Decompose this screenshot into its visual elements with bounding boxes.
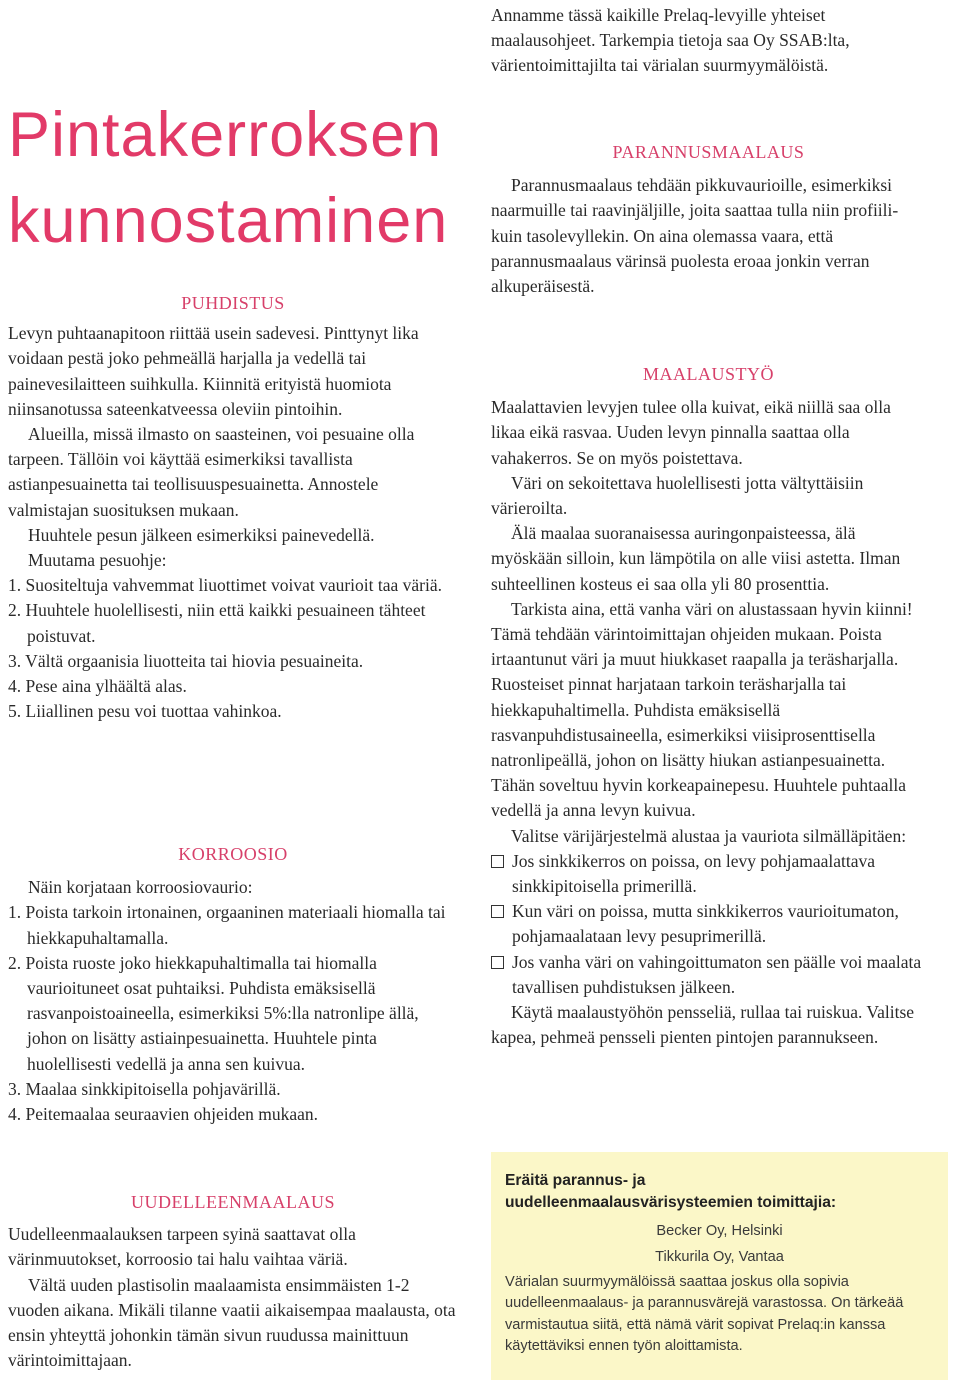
list-item: 1. Suositeltuja vahvemmat liuottimet voivat vaurioit taa väriä. bbox=[8, 575, 442, 596]
supplier-info-box bbox=[491, 1152, 948, 1380]
section-korroosio bbox=[8, 842, 458, 1127]
checkbox-icon bbox=[491, 855, 504, 868]
list-item: 2. Poista ruoste joko hiekkapuhaltimalla tai hiomalla vaurioituneet osat puhtaiksi. Puhdista emäksisellä rasvanpoistoaineella, esimerkiksi 5%:lla natronlipe ällä, johon on lisätty astiainpesuainetta. Huuhtele pinta huolellisesti vedellä ja anna sen kuivua. bbox=[8, 952, 419, 1074]
puhdistus-p4: Muutama pesuohje: bbox=[28, 550, 167, 571]
korroosio-intro: Näin korjataan korroosiovaurio: bbox=[28, 877, 253, 898]
heading-puhdistus: PUHDISTUS bbox=[181, 293, 285, 313]
section-puhdistus bbox=[8, 291, 458, 724]
uudelleen-p1: Uudelleenmaalauksen tarpeen syinä saattavat olla värinmuutokset, korroosio tai halu vaihtaa väriä. bbox=[8, 1224, 356, 1270]
parannus-p1: Parannusmaalaus tehdään pikkuvaurioille, esimerkiksi naarmuille tai raavinjäljille, joita saattaa tulla niin profiili- kuin tasolevyllekin. On aina olemassa vaara, että parannusmaalaus värinsä puolesta eroaa jonkin verran alkuperäisestä. bbox=[491, 175, 899, 297]
checklist-text: Jos vanha väri on vahingoittumaton sen päälle voi maalata tavallisen puhdistuksen jälkeen. bbox=[512, 951, 922, 997]
checkbox-icon bbox=[491, 905, 504, 918]
puhdistus-list bbox=[8, 573, 458, 724]
heading-parannusmaalaus: PARANNUSMAALAUS bbox=[612, 142, 805, 162]
box-heading-1: Eräitä parannus- ja bbox=[505, 1172, 646, 1189]
puhdistus-p3: Huuhtele pesun jälkeen esimerkiksi painevedellä. bbox=[28, 524, 375, 545]
list-item: 5. Liiallinen pesu voi tuottaa vahinkoa. bbox=[8, 701, 282, 722]
maalaustyo-p3: Älä maalaa suoranaisessa auringonpaisteessa, älä myöskään silloin, kun lämpötila on alle viisi astetta. Ilman suhteellinen kosteus ei saa olla yli 80 prosenttia. bbox=[491, 523, 901, 594]
supplier-name: Becker Oy, Helsinki bbox=[656, 1223, 783, 1239]
list-item: 3. Vältä orgaanisia liuotteita tai hiovia pesuaineita. bbox=[8, 650, 364, 671]
list-item: 4. Pese aina ylhäältä alas. bbox=[8, 676, 187, 697]
checklist-item bbox=[491, 899, 926, 949]
puhdistus-p2: Alueilla, missä ilmasto on saasteinen, voi pesuaine olla tarpeen. Tällöin voi käyttää esimerkiksi tavallista astianpesuainetta tai teollisuuspesuainetta. Annostele valmistajan suosituksen mukaan. bbox=[8, 424, 415, 520]
box-heading-2: uudelleenmaalausvärisysteemien toimittajia: bbox=[505, 1193, 837, 1211]
section-maalaustyo bbox=[491, 362, 926, 1050]
maalaustyo-p4: Tarkista aina, että vanha väri on alustassaan hyvin kiinni! Tämä tehdään värintoimittajan ohjeiden mukaan. Poista irtaantunut väri ja muut hiukkaset raapalla ja teräsharjalla. Ruosteiset pinnat harjataan tarkoin teräsharjalla tai hiekkapuhaltimella. Puhdista emäksisellä rasvanpuhdistusaineella, esimerkiksi viisiprosenttisella natronlipeällä, johon on lisätty hiukan astianpesuainetta. Tähän soveltuu hyvin korkeapainepesu. Huuhtele puhtaalla vedellä ja anna levyn kuivua. bbox=[491, 598, 913, 821]
heading-korroosio: KORROOSIO bbox=[178, 844, 288, 864]
heading-uudelleenmaalaus: UUDELLEENMAALAUS bbox=[131, 1192, 335, 1212]
section-parannusmaalaus bbox=[491, 140, 926, 299]
list-item: 2. Huuhtele huolellisesti, niin että kaikki pesuaineen tähteet poistuvat. bbox=[8, 600, 426, 646]
maalaustyo-p6: Käytä maalaustyöhön pensseliä, rullaa tai ruiskua. Valitse kapea, pehmeä pensseli pienten pintojen parannukseen. bbox=[491, 1002, 915, 1048]
checklist-text: Jos sinkkikerros on poissa, on levy pohjamaalattava sinkkipitoisella primerillä. bbox=[512, 850, 876, 897]
page-title bbox=[8, 92, 478, 264]
checkbox-icon bbox=[491, 956, 504, 969]
maalaustyo-checklist bbox=[491, 849, 926, 1000]
checklist-item bbox=[491, 849, 926, 899]
list-item: 3. Maalaa sinkkipitoisella pohjavärillä. bbox=[8, 1078, 281, 1099]
title-line-2: kunnostaminen bbox=[8, 186, 449, 256]
maalaustyo-p2: Väri on sekoitettava huolellisesti jotta vältyttäisiin värieroilta. bbox=[491, 472, 864, 519]
korroosio-list bbox=[8, 900, 458, 1127]
intro-text: Annamme tässä kaikille Prelaq-levyille yhteiset maalausohjeet. Tarkempia tietoja saa Oy SSAB:lta, värientoimittajilta tai värialan suurmyymälöistä. bbox=[491, 5, 850, 76]
puhdistus-p1: Levyn puhtaanapitoon riittää usein sadevesi. Pinttynyt lika voidaan pestä joko pehmeällä harjalla ja vedellä tai painevesilaitteen suihkulla. Kiinnitä erityistä huomiota niinsanotussa sateenkatveessa oleviin pintoihin. bbox=[8, 323, 419, 419]
checklist-item bbox=[491, 950, 926, 1000]
section-uudelleenmaalaus bbox=[8, 1190, 458, 1373]
heading-maalaustyo: MAALAUSTYÖ bbox=[643, 364, 774, 384]
box-note: Värialan suurmyymälöissä saattaa joskus olla sopivia uudelleenmaalaus- ja parannusvärejä varastossa. On tärkeää varmistautua siitä, että nämä värit sopivat Prelaq:in kanssa käytettäviksi ennen työn aloittamista. bbox=[505, 1274, 904, 1354]
list-item: 4. Peitemaalaa seuraavien ohjeiden mukaan. bbox=[8, 1104, 319, 1125]
uudelleen-p2: Vältä uuden plastisolin maalaamista ensimmäisten 1-2 vuoden aikana. Mikäli tilanne vaatii aikaisempaa maalausta, ota ensin yhteyttä johonkin tämän sivun ruudussa mainittuun värintoimittajaan. bbox=[8, 1274, 456, 1371]
checklist-text: Kun väri on poissa, mutta sinkkikerros vaurioitumaton, pohjamaalataan levy pesuprimerillä. bbox=[512, 901, 899, 947]
maalaustyo-p1: Maalattavien levyjen tulee olla kuivat, eikä niillä saa olla likaa eikä rasvaa. Uuden levyn pinnalla saattaa olla vahakerros. Se on myös poistettava. bbox=[491, 397, 891, 468]
supplier-name: Tikkurila Oy, Vantaa bbox=[655, 1249, 784, 1265]
maalaustyo-p5: Valitse värijärjestelmä alustaa ja vauriota silmälläpitäen: bbox=[511, 825, 907, 846]
title-line-1: Pintakerroksen bbox=[8, 100, 443, 170]
list-item: 1. Poista tarkoin irtonainen, orgaaninen materiaali hiomalla tai hiekkapuhaltamalla. bbox=[8, 902, 446, 948]
